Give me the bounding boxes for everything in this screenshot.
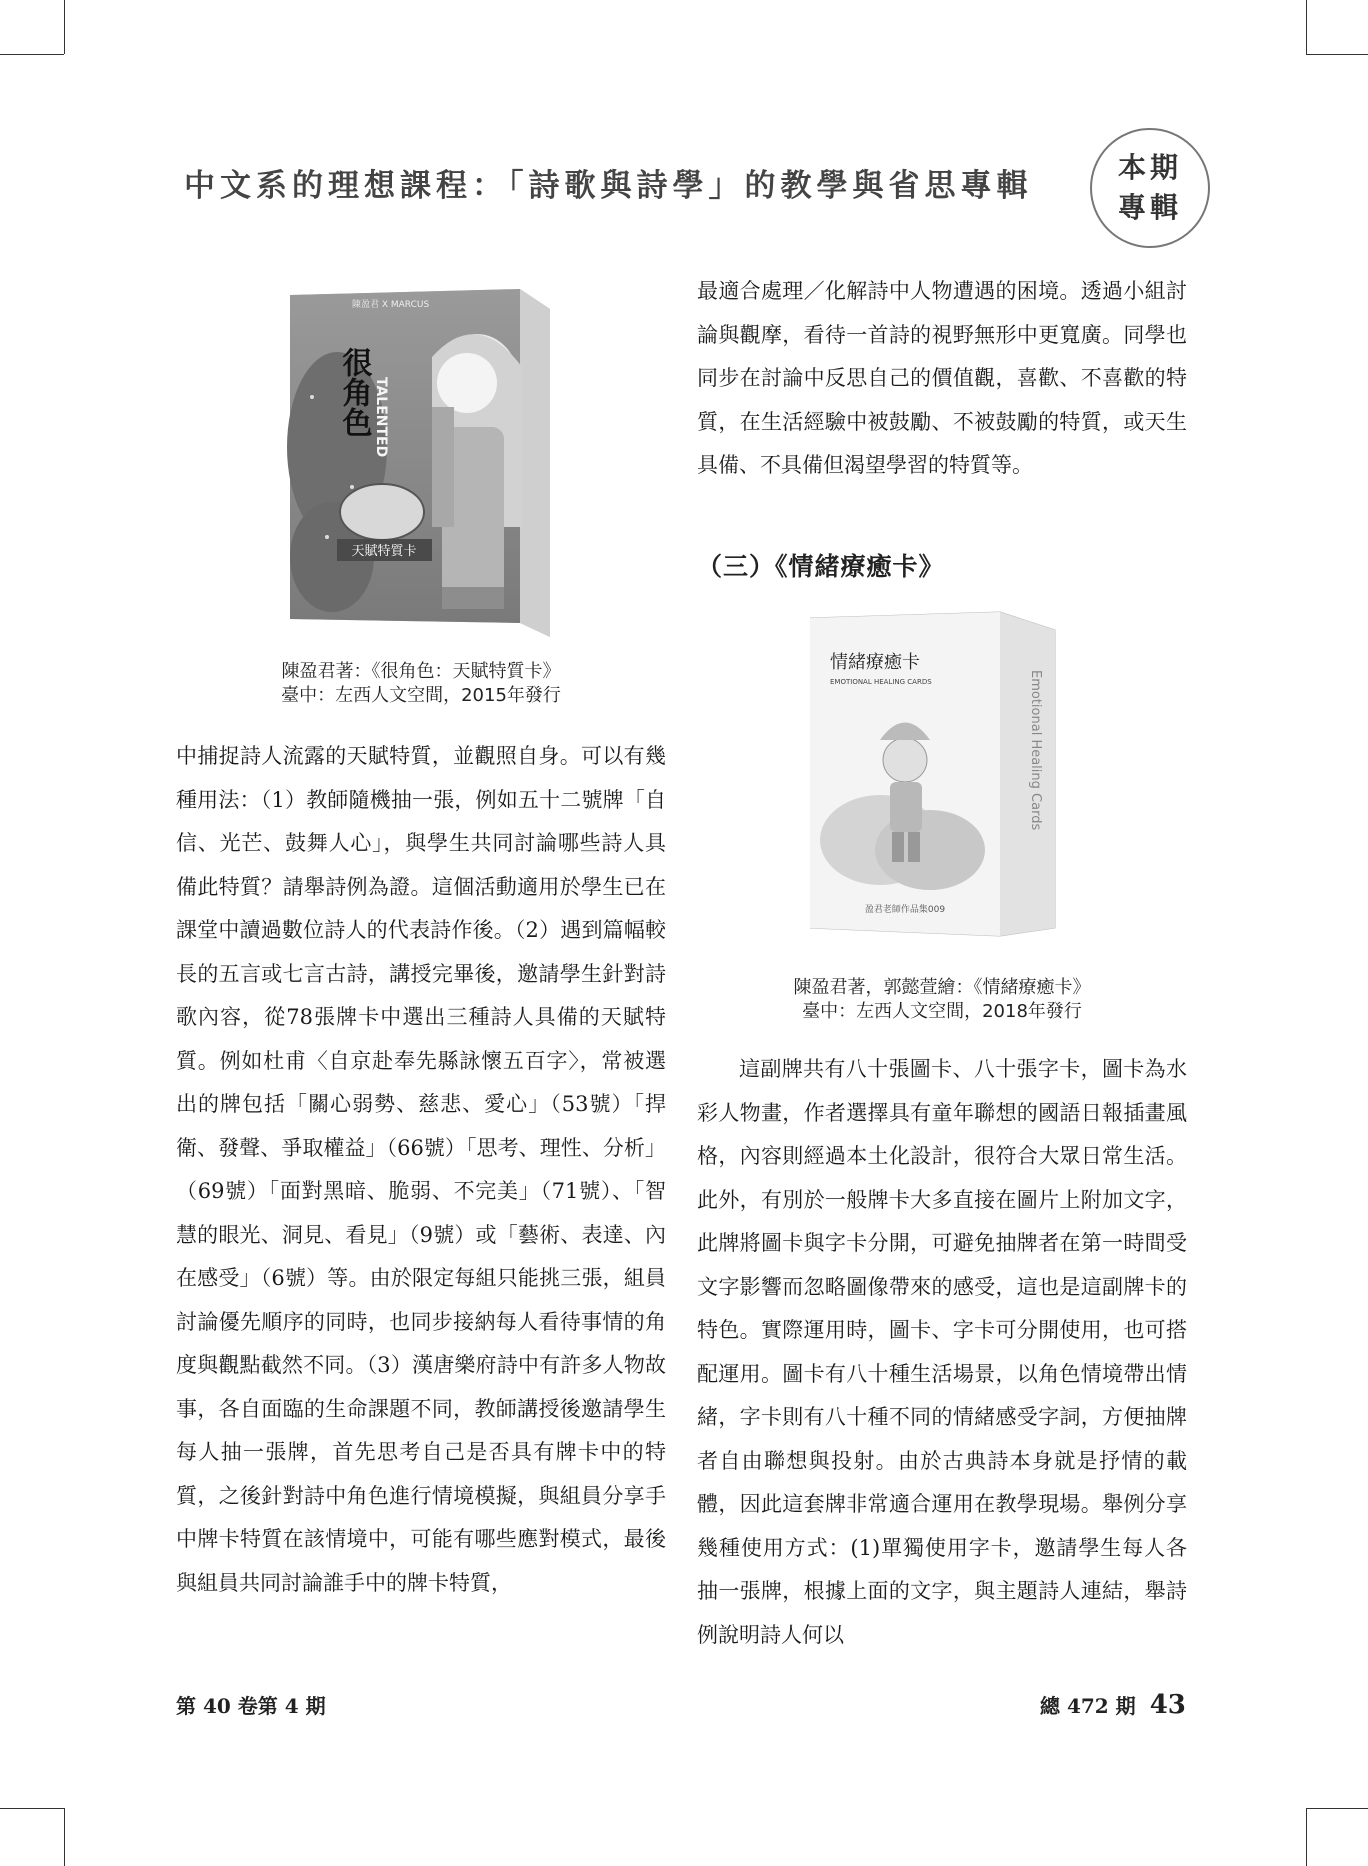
caption-line: 臺中：左西人文空間，2015年發行 [281, 685, 561, 706]
caption-line: 臺中：左西人文空間，2018年發行 [802, 1001, 1082, 1022]
box-subtitle: TALENTED [373, 377, 389, 458]
page-number: 43 [1149, 1690, 1186, 1720]
talent-card-box-image [282, 287, 552, 639]
crop-mark [0, 1808, 64, 1809]
issue-badge [1090, 128, 1210, 248]
box2-bottom: 盈君老師作品集009 [864, 905, 946, 915]
section-heading: （三）《情緒療癒卡》 [697, 552, 945, 581]
footer-volume: 第 40 卷第 4 期 [176, 1694, 326, 1718]
crop-mark [1306, 1808, 1368, 1809]
footer-total-issue: 總 472 期 [1040, 1694, 1136, 1718]
box2-title: 情緒療癒卡 [830, 652, 920, 673]
crop-mark [0, 54, 64, 55]
right-column-top [697, 270, 1187, 488]
body-paragraph: 這副牌共有八十張圖卡、八十張字卡，圖卡為水彩人物畫，作者選擇具有童年聯想的國語日報插畫風格，內容則經過本土化設計，很符合大眾日常生活。此外，有別於一般牌卡大多直接在圖片上附加文字，此牌將圖卡與字卡分開，可避免抽牌者在第一時間受文字影響而忽略圖像帶來的感受，這也是這副牌卡的特色。實際運用時，圖卡、字卡可分開使用，也可搭配運用。圖卡有八十種生活場景，以角色情境帶出情緒，字卡則有八十種不同的情緒感受字詞，方便抽牌者自由聯想與投射。由於古典詩本身就是抒情的載體，因此這套牌非常適合運用在教學現場。舉例分享幾種使用方式：(1)單獨使用字卡，邀請學生每人各抽一張牌，根據上面的文字，與主題詩人連結，舉詩例說明詩人何以 [697, 1057, 1187, 1647]
box-label: 天賦特質卡 [351, 544, 417, 559]
emotion-card-box-image [810, 610, 1060, 940]
caption-line: 陳盈君著，郭懿萱繪：《情緒療癒卡》 [793, 977, 1091, 998]
left-column [176, 735, 666, 1605]
page-header-title: 中文系的理想課程：「詩歌與詩學」的教學與省思專輯 [184, 168, 1033, 204]
crop-mark [1306, 0, 1307, 54]
badge-line-1: 本期 [1117, 151, 1182, 184]
box2-side: Emotional Healing Cards [1028, 670, 1043, 831]
figure1-caption [176, 660, 666, 708]
right-column-bottom [697, 1048, 1187, 1657]
caption-line: 陳盈君著：《很角色：天賦特質卡》 [281, 661, 561, 682]
crop-mark [1306, 1808, 1307, 1866]
box-title: 很角色 [336, 347, 372, 437]
crop-mark [64, 0, 65, 54]
crop-mark [1306, 54, 1368, 55]
figure2-caption [697, 976, 1187, 1024]
box2-subtitle: EMOTIONAL HEALING CARDS [830, 678, 932, 686]
box-author: 陳盈君 X MARCUS [352, 300, 430, 310]
badge-line-2: 專輯 [1117, 191, 1182, 224]
body-paragraph: 最適合處理／化解詩中人物遭遇的困境。透過小組討論與觀摩，看待一首詩的視野無形中更寬廣。同學也同步在討論中反思自己的價值觀，喜歡、不喜歡的特質，在生活經驗中被鼓勵、不被鼓勵的特質，或天生具備、不具備但渴望學習的特質等。 [697, 279, 1187, 477]
footer-issue [1040, 1690, 1186, 1720]
crop-mark [64, 1808, 65, 1866]
body-paragraph: 中捕捉詩人流露的天賦特質，並觀照自身。可以有幾種用法：（1）教師隨機抽一張，例如五十二號牌「自信、光芒、鼓舞人心」，與學生共同討論哪些詩人具備此特質？請舉詩例為證。這個活動適用於學生已在課堂中讀過數位詩人的代表詩作後。（2）遇到篇幅較長的五言或七言古詩，講授完畢後，邀請學生針對詩歌內容，從78張牌卡中選出三種詩人具備的天賦特質。例如杜甫〈自京赴奉先縣詠懷五百字〉，常被選出的牌包括「關心弱勢、慈悲、愛心」（53號）「捍衛、發聲、爭取權益」（66號）「思考、理性、分析」（69號）「面對黑暗、脆弱、不完美」（71號）、「智慧的眼光、洞見、看見」（9號）或「藝術、表達、內在感受」（6號）等。由於限定每組只能挑三張，組員討論優先順序的同時，也同步接納每人看待事情的角度與觀點截然不同。（3）漢唐樂府詩中有許多人物故事，各自面臨的生命課題不同，教師講授後邀請學生每人抽一張牌，首先思考自己是否具有牌卡中的特質，之後針對詩中角色進行情境模擬，與組員分享手中牌卡特質在該情境中，可能有哪些應對模式，最後與組員共同討論誰手中的牌卡特質， [176, 744, 666, 1595]
